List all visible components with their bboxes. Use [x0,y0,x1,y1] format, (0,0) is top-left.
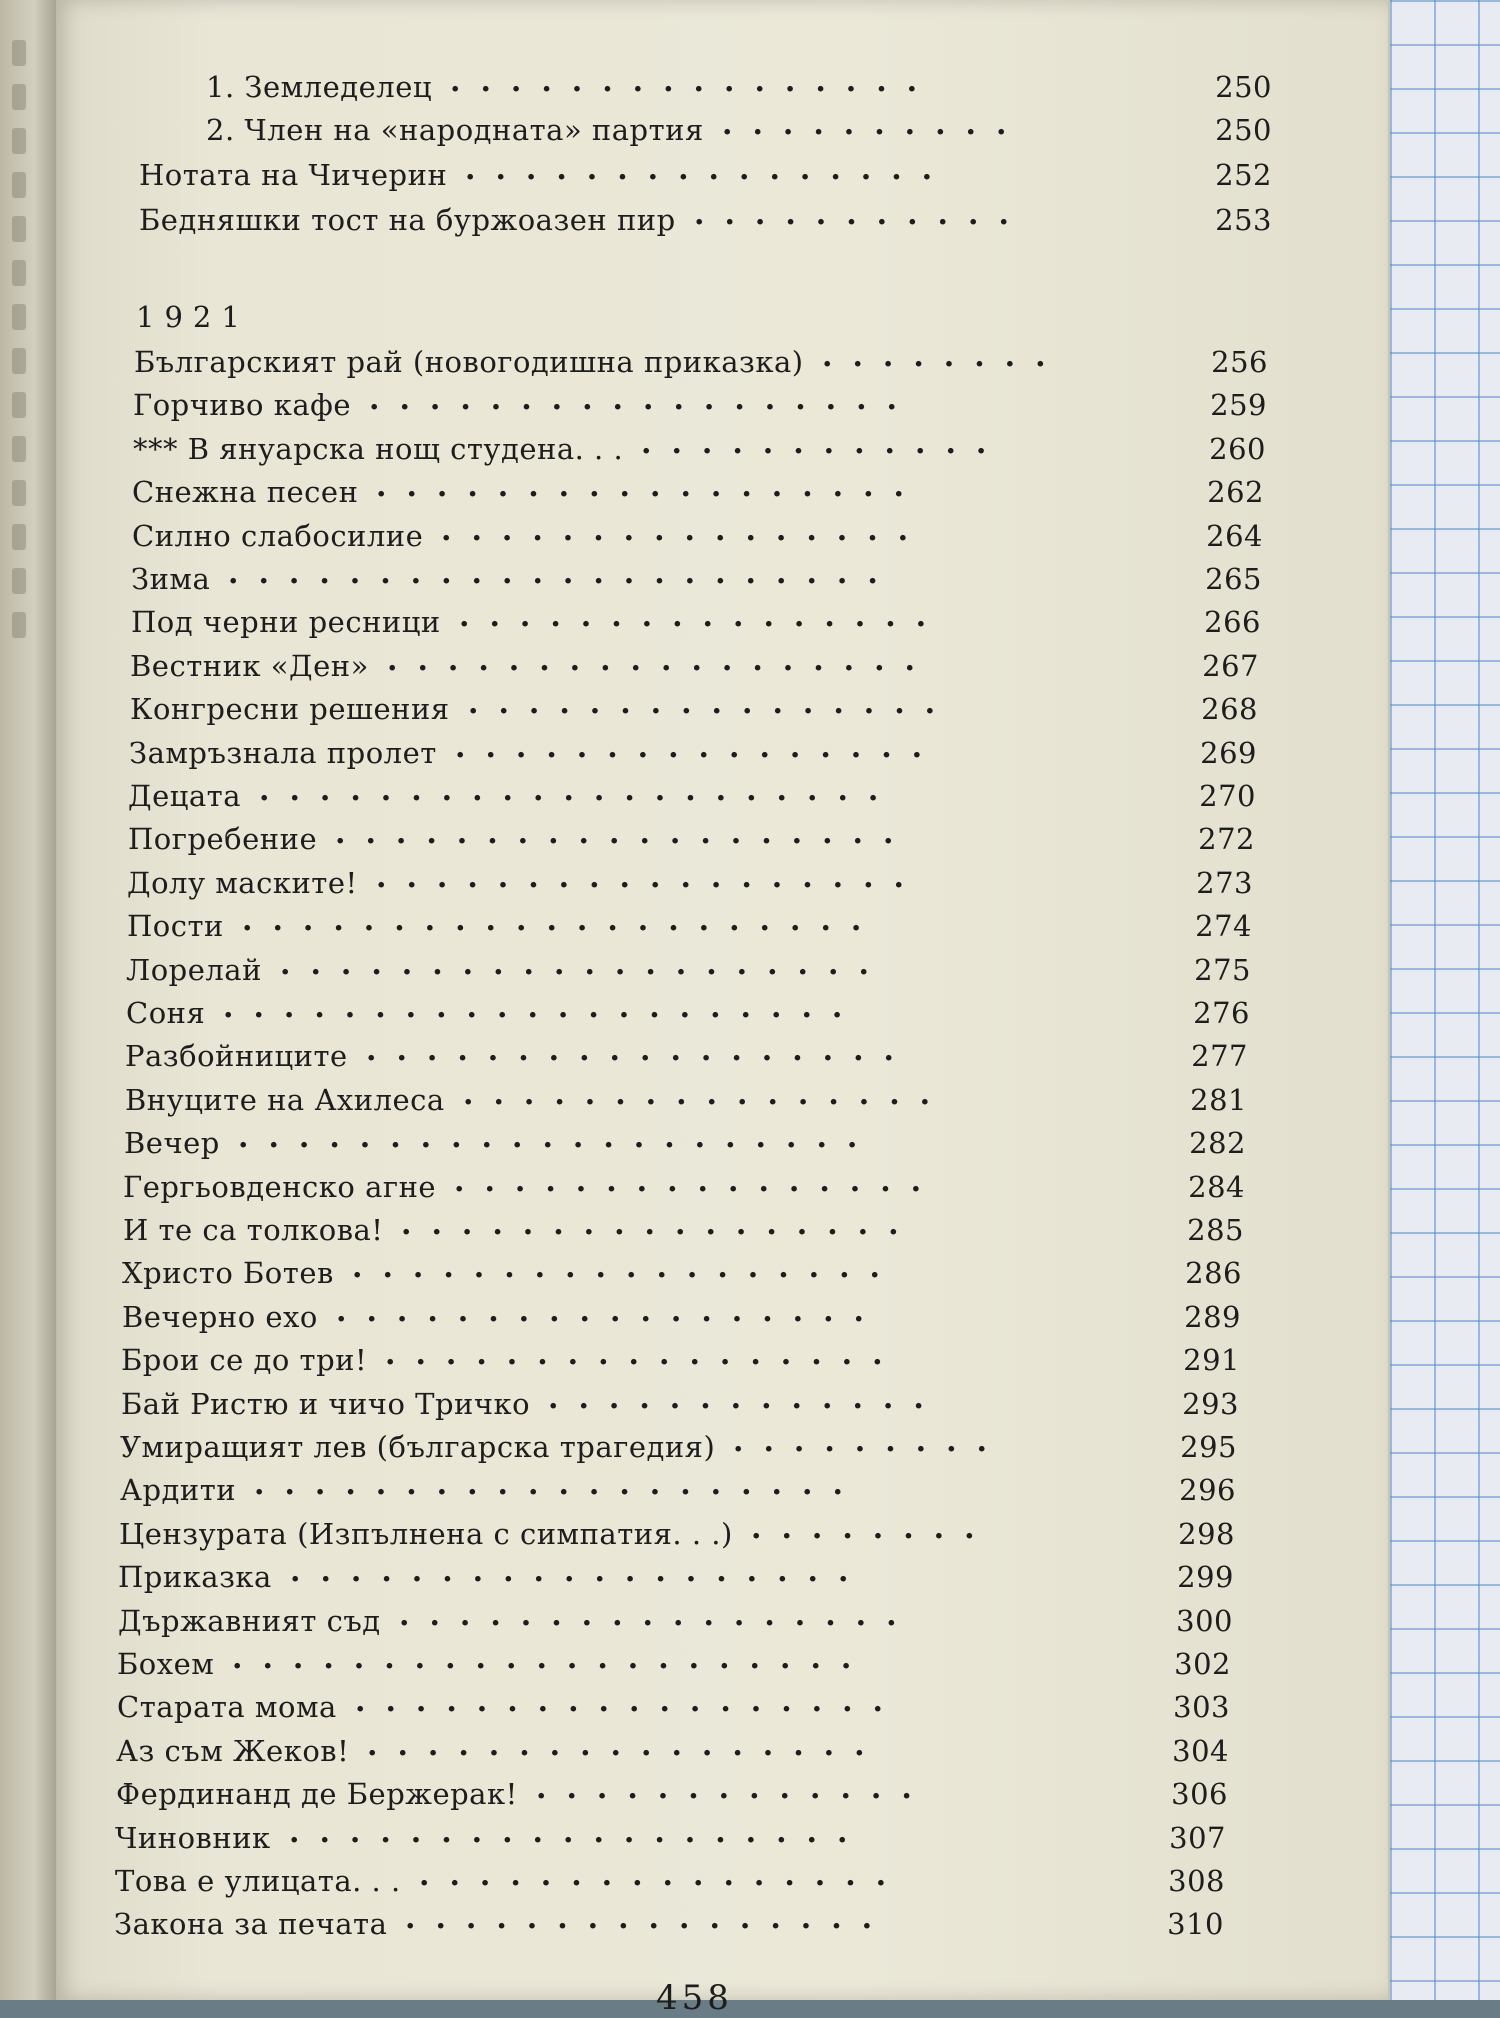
toc-entry-title: Нотата на Чичерин [139,158,448,192]
toc-entry-title: Приказка [118,1560,272,1594]
dot-leader: ................ [465,152,953,187]
toc-entry-page: 310 [1167,1907,1224,1941]
toc-entry-page: 260 [1209,432,1266,466]
toc-entry-title: Вечерно ехо [122,1300,318,1334]
toc-entry-page: 300 [1176,1604,1233,1638]
toc-entry-page: 307 [1169,1821,1226,1855]
toc-entry-title: Аз съм Жеков! [116,1734,350,1768]
toc-entry-title: *** В януарска нощ студена. . . [133,432,624,466]
toc-entry-page: 277 [1191,1039,1248,1073]
facing-page-edge [0,0,59,2000]
toc-entry-title: Конгресни решения [130,692,450,726]
facing-page-mark [12,260,26,286]
dot-leader: ................... [335,816,914,851]
toc-entry-title: Закона за печата [114,1907,388,1941]
toc-entry-page: 250 [1215,113,1272,147]
dot-leader: ........... [694,197,1029,232]
toc-entry-title: Бедняшки тост на буржоазен пир [139,203,676,237]
dot-leader: ................. [401,1207,919,1242]
toc-entry-title: Децата [128,779,242,813]
toc-entry-title: Лорелай [126,953,262,987]
dot-leader: ................ [441,513,929,548]
toc-entry-page: 295 [1180,1430,1237,1464]
toc-entry-page: 252 [1215,158,1272,192]
toc-entry-page: 276 [1193,996,1250,1030]
toc-entry-page: 293 [1182,1387,1239,1421]
dot-leader: .................... [280,947,889,982]
dot-leader: ........ [751,1511,995,1546]
toc-entry-page: 306 [1171,1777,1228,1811]
toc-entry-page: 262 [1207,475,1264,509]
toc-entry-page: 286 [1185,1256,1242,1290]
toc-entry-page: 285 [1187,1213,1244,1247]
dot-leader: ...................... [228,556,898,591]
toc-entry [56,197,1390,247]
toc-entry-page: 259 [1210,388,1267,422]
toc-entry-title: Това е улицата. . . [115,1864,401,1898]
toc-entry-page: 268 [1201,692,1258,726]
dot-leader: ..................... [238,1120,878,1155]
dot-leader: .................. [369,382,917,417]
toc-entry-page: 265 [1205,562,1262,596]
facing-page-mark [12,128,26,154]
toc-entry-title: 1. Земледелец [206,70,433,104]
toc-entry-page: 284 [1188,1170,1245,1204]
toc-entry-title: Брои се до три! [121,1343,368,1377]
dot-leader: .................. [387,643,935,678]
toc-entry-page: 289 [1184,1300,1241,1334]
dot-leader: ................ [450,64,938,99]
toc-entry-page: 296 [1179,1473,1236,1507]
dot-leader: ................. [399,1598,917,1633]
toc-entry-title: Снежна песен [132,475,359,509]
toc-entry-title: Фердинанд де Бержерак! [116,1777,518,1811]
dot-leader: ................. [385,1337,903,1372]
toc-entry [56,152,1390,202]
dot-leader: ................. [367,1728,885,1763]
toc-entry-title: Вестник «Ден» [130,649,369,683]
dot-leader: .................... [254,1467,863,1502]
toc-entry-page: 299 [1177,1560,1234,1594]
dot-leader: ......... [733,1424,1007,1459]
toc-entry-page: 275 [1194,953,1251,987]
toc-entry-page: 273 [1196,866,1253,900]
toc-entry-page: 269 [1200,736,1257,770]
toc-entry-page: 304 [1172,1734,1229,1768]
toc-entry-title: И те са толкова! [123,1213,384,1247]
dot-leader: ................ [405,1901,893,1936]
toc-entry-page: 253 [1215,203,1272,237]
dot-leader: .................. [376,469,924,504]
facing-page-mark [12,216,26,242]
facing-page-mark [12,392,26,418]
dot-leader: ................ [419,1858,907,1893]
toc-entry-page: 266 [1204,605,1261,639]
toc-entry-title: Зима [131,562,211,596]
dot-leader: .................. [352,1250,900,1285]
facing-page-mark [12,348,26,374]
toc-entry-title: Силно слабосилие [132,519,424,553]
toc-entry [56,107,1390,157]
toc-entry-page: 291 [1183,1343,1240,1377]
toc-entry-title: Ардити [120,1473,237,1507]
dot-leader: .................. [355,1684,903,1719]
facing-page-mark [12,172,26,198]
dot-leader: ..................... [223,990,863,1025]
dot-leader: .................. [376,860,924,895]
facing-page-mark [12,568,26,594]
toc-entry-title: Цензурата (Изпълнена с симпатия. . .) [119,1517,733,1551]
section-year: 1921 [136,300,250,334]
toc-entry-title: Соня [126,996,206,1030]
dot-leader: ................ [454,1164,942,1199]
dot-leader: ................... [289,1815,868,1850]
toc-entry-page: 272 [1198,822,1255,856]
dot-leader: ................ [463,1077,951,1112]
toc-entry-page: 303 [1173,1690,1230,1724]
toc-entry-title: Чиновник [115,1821,271,1855]
toc-entry-page: 267 [1202,649,1259,683]
toc-entry-title: Бай Ристю и чичо Тричко [121,1387,531,1421]
dot-leader: .................. [336,1294,884,1329]
facing-page-mark [12,480,26,506]
dot-leader: .......... [722,107,1027,142]
toc-entry [56,1467,1390,1517]
facing-page-mark [12,40,26,66]
facing-page-mark [12,436,26,462]
toc-entry-title: 2. Член на «народната» партия [206,113,704,147]
dot-leader: ............. [536,1771,932,1806]
toc-entry-page: 274 [1195,909,1252,943]
toc-entry-page: 282 [1189,1126,1246,1160]
toc-entry-title: Вечер [124,1126,220,1160]
toc-entry-title: Пости [127,909,224,943]
toc-entry-page: 281 [1190,1083,1247,1117]
book-page [56,0,1390,2018]
toc-entry-page: 298 [1178,1517,1235,1551]
facing-page-mark [12,304,26,330]
toc-entry-title: Гергьовденско агне [123,1170,437,1204]
toc-entry-title: Българският рай (новогодишна приказка) [134,345,804,379]
toc-entry [56,1381,1390,1431]
table-of-contents [56,0,1390,2000]
dot-leader: .................. [366,1033,914,1068]
toc-entry-title: Христо Ботев [122,1256,334,1290]
dot-leader: ................... [290,1554,869,1589]
toc-entry-title: Погребение [128,822,318,856]
toc-entry-page: 302 [1174,1647,1231,1681]
toc-entry-page: 308 [1168,1864,1225,1898]
toc-entry-title: Старата мома [117,1690,337,1724]
toc-entry-page: 270 [1199,779,1256,813]
dot-leader: ............ [641,426,1007,461]
dot-leader: ........ [822,339,1066,374]
toc-entry-page: 256 [1211,345,1268,379]
toc-entry-title: Внуците на Ахилеса [125,1083,445,1117]
toc-entry-title: Замръзнала пролет [129,736,437,770]
dot-leader: ..................... [232,1641,872,1676]
toc-entry-title: Държавният съд [118,1604,381,1638]
dot-leader: ................ [459,599,947,634]
toc-entry-page: 264 [1206,519,1263,553]
toc-entry-title: Горчиво кафе [133,388,352,422]
toc-entry-title: Бохем [117,1647,215,1681]
grid-paper-background [1390,0,1500,2000]
facing-page-mark [12,524,26,550]
facing-page-mark [12,84,26,110]
toc-entry-title: Умиращият лев (българска трагедия) [120,1430,716,1464]
dot-leader: ............. [548,1381,944,1416]
dot-leader: ..................... [259,773,899,808]
toc-entry-title: Разбойниците [125,1039,348,1073]
toc-entry-page: 250 [1215,70,1272,104]
dot-leader: ................ [468,686,956,721]
dot-leader: ..................... [242,903,882,938]
toc-entry [56,1901,1390,1951]
dot-leader: ................ [455,730,943,765]
page-number: 458 [656,1978,733,2018]
toc-entry-title: Под черни ресници [131,605,441,639]
facing-page-mark [12,612,26,638]
toc-entry-title: Долу маските! [127,866,358,900]
